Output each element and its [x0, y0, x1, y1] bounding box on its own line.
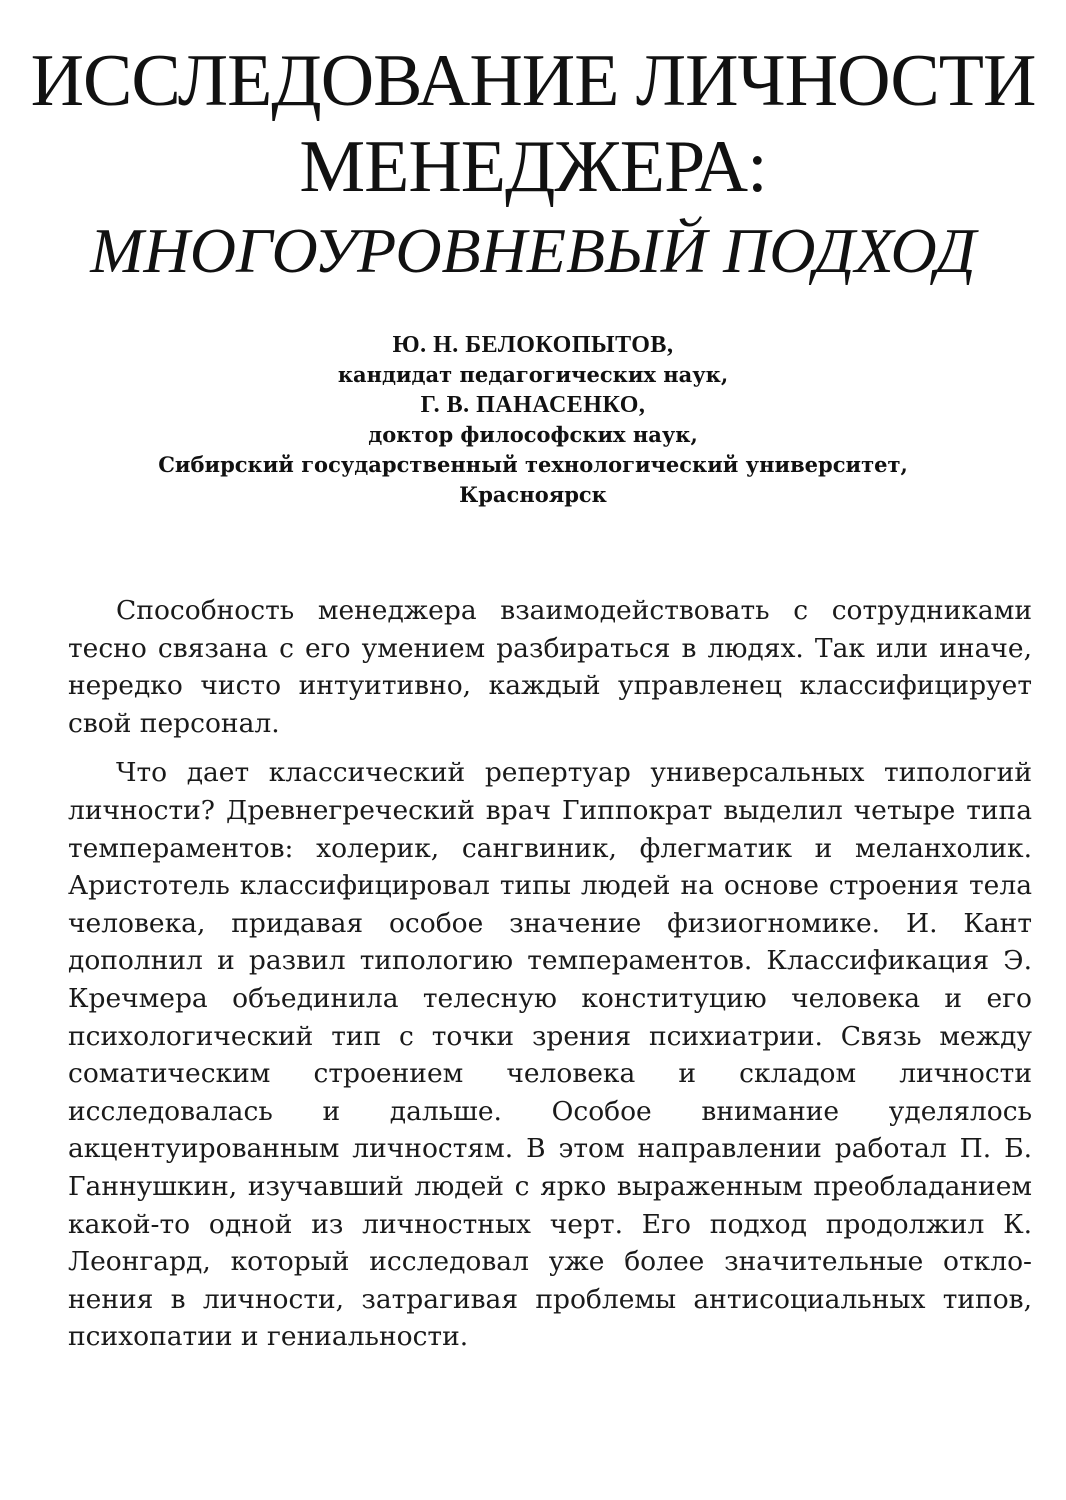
- author-block: [0, 330, 1066, 510]
- author-affiliation: Сибирский государственный технологический университет,: [158, 452, 908, 477]
- article-title: [0, 38, 1066, 292]
- article-body: [68, 592, 1032, 1368]
- title-line-1: ИССЛЕДОВАНИЕ ЛИЧНОСТИ: [30, 40, 1036, 122]
- author-1-degree: кандидат педагогических наук,: [337, 362, 729, 387]
- title-line-2: МЕНЕДЖЕРА:: [299, 126, 767, 208]
- body-paragraph-2: Что дает классический репертуар универсальных типологий личности? Древнегреческий врач Гиппократ выделил четыре типа темпераментов: холерик, сангвиник, флегматик и меланхолик. Аристотель классифицировал типы людей на основе строения тела человека, придавая особое значение физиогномике. И. Кант дополнил и развил типологию темпераментов. Классификация Э. Кречмера объединила телесную конституцию человека и его психологический тип с точки зрения психиатрии. Связь между соматическим строением человека и складом личности исследовалась и дальше. Особое внимание уделялось акцентуированным личностям. В этом направлении работал П. Б. Ганнушкин, изучавший людей с ярко выраженным преобладанием какой-то одной из личностных черт. Его подход продолжил К. Леонгард, который исследовал уже более значительные отклонения в личности, затрагивая проблемы антисоциальных типов, психопатии и гениальности.: [68, 757, 1032, 1353]
- title-subtitle: МНОГОУРОВНЕВЫЙ ПОДХОД: [90, 215, 976, 286]
- author-1-name: Ю. Н. БЕЛОКОПЫТОВ,: [392, 332, 674, 358]
- author-city: Красноярск: [459, 482, 607, 507]
- author-2-degree: доктор философских наук,: [368, 422, 698, 447]
- body-paragraph-1: Способность менеджера взаимодействовать с сотрудниками тесно связана с его умением разбираться в людях. Так или иначе, нередко чисто интуитивно, каждый управленец классифицирует свой персонал.: [68, 595, 1032, 739]
- author-2-name: Г. В. ПАНАСЕНКО,: [420, 392, 646, 418]
